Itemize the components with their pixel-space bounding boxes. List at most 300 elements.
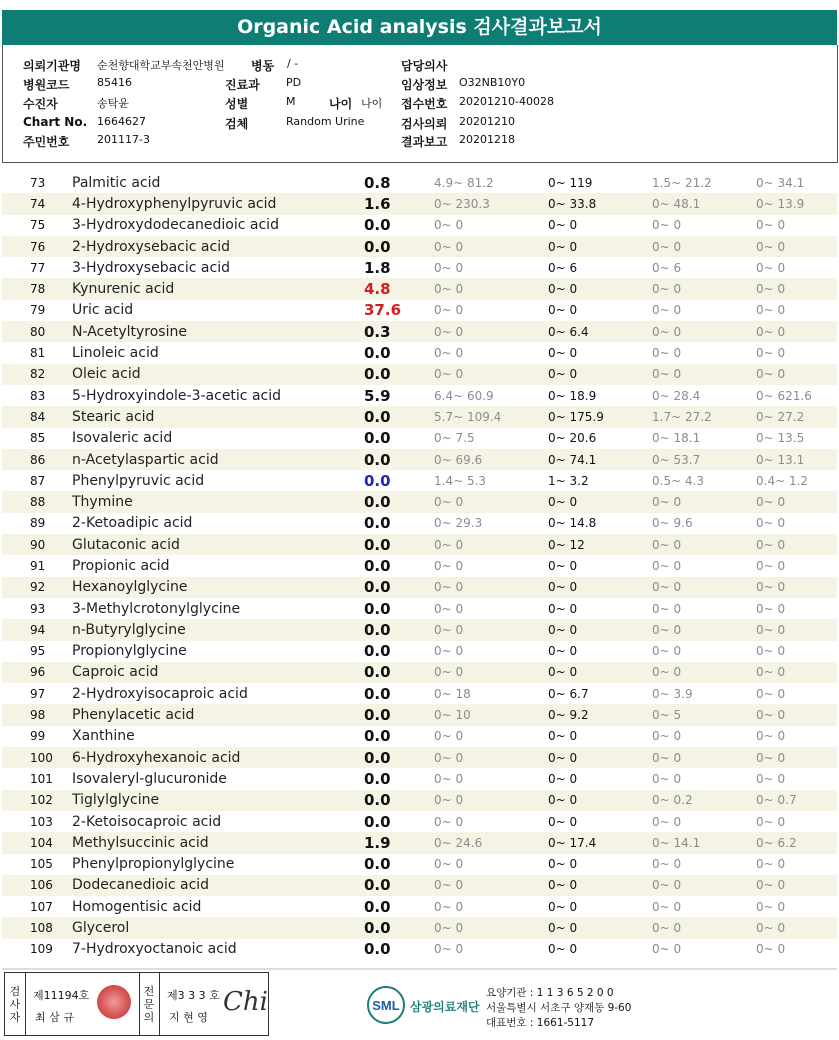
ref-range-3: 0~ 48.1 <box>652 193 756 214</box>
row-number: 108 <box>2 917 58 938</box>
analyte-name: Glycerol <box>58 917 358 938</box>
care-code: 요양기관 : 1 1 3 6 5 2 0 0 <box>486 987 614 999</box>
ref-range-1: 0~ 0 <box>434 601 464 616</box>
patient-header <box>2 45 838 163</box>
result-value: 0.0 <box>364 727 391 746</box>
resident-no-value: 201117-3 <box>97 133 150 146</box>
ref-range-2: 0~ 119 <box>548 175 593 190</box>
ref-range-2: 0~ 6.4 <box>548 321 652 342</box>
table-row <box>2 747 837 768</box>
row-number: 88 <box>2 491 58 512</box>
table-row <box>2 811 837 832</box>
ref-range-2: 0~ 6.7 <box>548 686 589 701</box>
ref-range-2: 0~ 0 <box>548 303 578 318</box>
analyte-name: 4-Hydroxyphenylpyruvic acid <box>58 193 358 214</box>
result-value: 0.3 <box>358 321 434 342</box>
row-number: 83 <box>30 388 46 403</box>
table-row <box>2 257 837 278</box>
row-number: 75 <box>30 218 46 233</box>
table-row <box>2 683 837 704</box>
result-value: 1.8 <box>364 258 391 277</box>
clinical-info-value: O32NB10Y0 <box>459 76 526 89</box>
ref-range-4: 0~ 0 <box>756 644 786 659</box>
ref-range-1: 0~ 7.5 <box>434 431 475 446</box>
analyte-name: Propionic acid <box>72 557 170 574</box>
result-value: 5.9 <box>364 386 391 405</box>
ref-range-4: 0~ 0 <box>756 875 837 896</box>
table-row <box>2 364 837 385</box>
analyte-name: n-Acetylaspartic acid <box>58 449 358 470</box>
ref-range-3: 0~ 0 <box>652 346 682 361</box>
analyte-name: n-Butyrylglycine <box>58 619 358 640</box>
age-value: 나이 <box>361 97 383 110</box>
table-row <box>2 321 837 342</box>
ref-range-1: 0~ 0 <box>434 558 464 573</box>
footer-divider <box>2 968 837 970</box>
table-row <box>2 790 837 811</box>
chart-no-label: Chart No. <box>23 115 88 129</box>
ref-range-1: 0~ 0 <box>434 364 548 385</box>
tester-name: 최 삼 규 <box>35 1011 74 1024</box>
result-value: 0.0 <box>358 704 434 725</box>
row-number: 92 <box>2 577 58 598</box>
row-number: 96 <box>2 662 58 683</box>
row-number: 100 <box>2 747 58 768</box>
ref-range-3: 0~ 0 <box>652 303 682 318</box>
ref-range-3: 0~ 0 <box>652 942 682 957</box>
ref-range-3: 0~ 0 <box>652 321 756 342</box>
resident-no-label: 주민번호 <box>23 135 70 149</box>
ref-range-3: 0~ 0 <box>652 747 756 768</box>
ref-range-1: 0~ 0 <box>434 577 548 598</box>
ref-range-4: 0~ 0 <box>756 218 786 233</box>
report-date-value: 20201218 <box>459 133 515 146</box>
analyte-name: Uric acid <box>72 302 134 319</box>
ref-range-1: 4.9~ 81.2 <box>434 175 494 190</box>
ref-range-4: 0~ 0 <box>756 516 786 531</box>
ref-range-4: 0~ 0 <box>756 814 786 829</box>
analyte-name: 2-Hydroxysebacic acid <box>58 236 358 257</box>
table-row <box>2 470 837 491</box>
row-number: 91 <box>30 558 46 573</box>
result-value: 0.0 <box>364 471 391 490</box>
ref-range-3: 0~ 0 <box>652 875 756 896</box>
result-value: 0.0 <box>358 577 434 598</box>
ref-range-2: 0~ 17.4 <box>548 832 652 853</box>
ward-label: 병동 <box>251 59 275 73</box>
table-row <box>2 342 837 363</box>
ref-range-4: 0~ 0 <box>756 704 837 725</box>
table-row <box>2 598 837 619</box>
table-row <box>2 555 837 576</box>
ward-value: / - <box>287 57 299 70</box>
clinical-info-label: 임상정보 <box>401 78 448 92</box>
row-number: 107 <box>30 899 53 914</box>
analyte-name: 2-Ketoadipic acid <box>72 515 193 532</box>
table-row <box>2 896 837 917</box>
analyte-name: 2-Hydroxyisocaproic acid <box>72 685 248 702</box>
ref-range-4: 0~ 0 <box>756 260 786 275</box>
ref-range-1: 0~ 0 <box>434 218 464 233</box>
ref-range-4: 0~ 13.9 <box>756 193 837 214</box>
analyte-name: Phenylpyruvic acid <box>72 472 205 489</box>
row-number: 79 <box>30 303 46 318</box>
row-number: 106 <box>2 875 58 896</box>
ref-range-4: 0~ 0 <box>756 577 837 598</box>
request-date-value: 20201210 <box>459 115 515 128</box>
recipient-label: 수진자 <box>23 97 58 111</box>
analyte-name: Isovaleryl-glucuronide <box>72 770 227 787</box>
ref-range-1: 0~ 0 <box>434 644 464 659</box>
analyte-name: Xanthine <box>72 728 135 745</box>
row-number: 99 <box>30 729 46 744</box>
ref-range-3: 0~ 0 <box>652 236 756 257</box>
ref-range-1: 0~ 10 <box>434 704 548 725</box>
ref-range-3: 0~ 0 <box>652 534 756 555</box>
analyte-name: 6-Hydroxyhexanoic acid <box>58 747 358 768</box>
ref-range-2: 0~ 0 <box>548 729 578 744</box>
table-row <box>2 726 837 747</box>
ref-range-4: 0~ 0 <box>756 491 837 512</box>
ref-range-3: 0~ 28.4 <box>652 388 701 403</box>
analyte-name: Tiglylglycine <box>58 790 358 811</box>
ref-range-1: 0~ 0 <box>434 236 548 257</box>
analyte-name: 3-Hydroxysebacic acid <box>72 259 230 276</box>
specialist-name: 지 현 영 <box>169 1011 208 1024</box>
ref-range-2: 0~ 0 <box>548 601 578 616</box>
row-number: 103 <box>30 814 53 829</box>
ref-range-4: 0~ 27.2 <box>756 406 837 427</box>
ref-range-2: 0~ 0 <box>548 218 578 233</box>
result-value: 0.0 <box>358 917 434 938</box>
ref-range-3: 0~ 0 <box>652 899 682 914</box>
ref-range-1: 0~ 0 <box>434 747 548 768</box>
request-date-label: 검사의뢰 <box>401 117 448 131</box>
ref-range-1: 0~ 0 <box>434 321 548 342</box>
table-row <box>2 236 837 257</box>
ref-range-4: 0~ 0 <box>756 303 786 318</box>
result-value: 0.0 <box>364 216 391 235</box>
ref-range-3: 0~ 0 <box>652 917 756 938</box>
ref-range-2: 0~ 175.9 <box>548 406 652 427</box>
table-row <box>2 641 837 662</box>
ref-range-1: 0~ 0 <box>434 814 464 829</box>
row-number: 90 <box>2 534 58 555</box>
row-number: 81 <box>30 346 46 361</box>
row-number: 98 <box>2 704 58 725</box>
header-divider <box>2 162 837 163</box>
signature: Chi <box>223 987 268 1017</box>
row-number: 84 <box>2 406 58 427</box>
ref-range-4: 0~ 0 <box>756 729 786 744</box>
ref-range-2: 0~ 0 <box>548 771 578 786</box>
result-value: 0.0 <box>358 491 434 512</box>
signature-box <box>4 972 269 1036</box>
ref-range-4: 0~ 0 <box>756 686 786 701</box>
ref-range-3: 0~ 0 <box>652 619 756 640</box>
analyte-name: Methylsuccinic acid <box>58 832 358 853</box>
row-number: 102 <box>2 790 58 811</box>
results-table <box>2 172 837 960</box>
result-value: 1.9 <box>358 832 434 853</box>
ref-range-2: 0~ 0 <box>548 278 652 299</box>
org-name: 삼광의료재단 <box>410 1000 480 1014</box>
result-value: 0.0 <box>358 449 434 470</box>
analyte-name: Kynurenic acid <box>58 278 358 299</box>
ref-range-1: 0~ 24.6 <box>434 832 548 853</box>
analyte-name: Propionylglycine <box>72 643 187 660</box>
ref-range-3: 0~ 3.9 <box>652 686 693 701</box>
ref-range-2: 0~ 74.1 <box>548 449 652 470</box>
ref-range-3: 0~ 0 <box>652 814 682 829</box>
ref-range-2: 0~ 0 <box>548 364 652 385</box>
ref-range-2: 0~ 14.8 <box>548 516 597 531</box>
analyte-name: 5-Hydroxyindole-3-acetic acid <box>72 387 282 404</box>
ref-range-2: 0~ 18.9 <box>548 388 597 403</box>
ref-range-3: 0~ 0 <box>652 771 682 786</box>
ref-range-3: 0~ 0 <box>652 857 682 872</box>
ref-range-3: 0~ 0 <box>652 577 756 598</box>
table-row <box>2 939 837 960</box>
ref-range-1: 1.4~ 5.3 <box>434 473 487 488</box>
ref-range-4: 0~ 13.5 <box>756 431 805 446</box>
ref-range-1: 0~ 0 <box>434 875 548 896</box>
row-number: 105 <box>30 857 53 872</box>
analyte-name: Oleic acid <box>58 364 358 385</box>
table-row <box>2 875 837 896</box>
analyte-name: 7-Hydroxyoctanoic acid <box>72 941 237 958</box>
ref-range-3: 0~ 0 <box>652 662 756 683</box>
ref-range-2: 0~ 0 <box>548 491 652 512</box>
ref-range-3: 0~ 0 <box>652 644 682 659</box>
institution-value: 순천향대학교부속천안병원 <box>97 59 225 72</box>
result-value: 0.0 <box>358 619 434 640</box>
ref-range-3: 0~ 14.1 <box>652 832 756 853</box>
ref-range-4: 0~ 0 <box>756 601 786 616</box>
ref-range-1: 0~ 0 <box>434 662 548 683</box>
ref-range-2: 0~ 0 <box>548 558 578 573</box>
table-row <box>2 491 837 512</box>
row-number: 94 <box>2 619 58 640</box>
ref-range-3: 0~ 9.6 <box>652 516 693 531</box>
department-value: PD <box>286 76 302 89</box>
analyte-name: 3-Hydroxydodecanedioic acid <box>72 217 279 234</box>
ref-range-4: 0~ 0 <box>756 236 837 257</box>
ref-range-2: 0~ 0 <box>548 942 578 957</box>
row-number: 86 <box>2 449 58 470</box>
result-value: 0.0 <box>364 897 391 916</box>
table-row <box>2 832 837 853</box>
institution-label: 의뢰기관명 <box>23 59 81 73</box>
ref-range-3: 1.5~ 21.2 <box>652 175 712 190</box>
ref-range-3: 0~ 0 <box>652 558 682 573</box>
table-row <box>2 278 837 299</box>
ref-range-4: 0~ 0 <box>756 771 786 786</box>
row-number: 82 <box>2 364 58 385</box>
ref-range-3: 0~ 0 <box>652 278 756 299</box>
tester-label: 검 사 자 <box>9 984 21 1024</box>
ref-range-1: 0~ 0 <box>434 260 464 275</box>
ref-range-3: 0~ 0 <box>652 364 756 385</box>
analyte-name: Glutaconic acid <box>58 534 358 555</box>
ref-range-2: 0~ 0 <box>548 814 578 829</box>
ref-range-4: 0~ 0 <box>756 534 837 555</box>
analyte-name: 2-Ketoisocaproic acid <box>72 813 222 830</box>
ref-range-3: 0~ 6 <box>652 260 682 275</box>
ref-range-1: 0~ 0 <box>434 899 464 914</box>
analyte-name: 3-Methylcrotonylglycine <box>72 600 241 617</box>
age-label: 나이 <box>329 97 353 111</box>
ref-range-3: 0.5~ 4.3 <box>652 473 705 488</box>
table-row <box>2 768 837 789</box>
ref-range-2: 0~ 0 <box>548 346 578 361</box>
table-row <box>2 577 837 598</box>
table-row <box>2 406 837 427</box>
specialist-label: 전 문 의 <box>143 984 155 1024</box>
ref-range-1: 0~ 0 <box>434 917 548 938</box>
ref-range-2: 0~ 20.6 <box>548 431 597 446</box>
row-number: 93 <box>30 601 46 616</box>
ref-range-4: 0.4~ 1.2 <box>756 473 809 488</box>
ref-range-4: 0~ 0 <box>756 346 786 361</box>
ref-range-4: 0~ 0 <box>756 321 837 342</box>
ref-range-1: 0~ 18 <box>434 686 471 701</box>
result-value: 0.0 <box>364 812 391 831</box>
specimen-label: 검체 <box>225 117 249 131</box>
chart-no-value: 1664627 <box>97 115 146 128</box>
row-number: 76 <box>2 236 58 257</box>
ref-range-4: 0~ 0 <box>756 558 786 573</box>
ref-range-3: 0~ 5 <box>652 704 756 725</box>
result-value: 0.0 <box>358 364 434 385</box>
org-address-block <box>486 986 631 1031</box>
ref-range-4: 0~ 13.1 <box>756 449 837 470</box>
ref-range-1: 0~ 0 <box>434 278 548 299</box>
sex-value: M <box>286 95 296 108</box>
result-value: 0.0 <box>358 534 434 555</box>
report-title: Organic Acid analysis 검사결과보고서 <box>2 10 837 45</box>
ref-range-2: 0~ 0 <box>548 619 652 640</box>
ref-range-2: 0~ 0 <box>548 917 652 938</box>
receipt-no-label: 접수번호 <box>401 97 448 111</box>
ref-range-2: 0~ 0 <box>548 790 652 811</box>
ref-range-2: 0~ 0 <box>548 644 578 659</box>
result-value: 0.0 <box>364 599 391 618</box>
table-row <box>2 513 837 534</box>
analyte-name: Thymine <box>58 491 358 512</box>
row-number: 87 <box>30 473 46 488</box>
ref-range-1: 0~ 69.6 <box>434 449 548 470</box>
ref-range-1: 0~ 0 <box>434 303 464 318</box>
analyte-name: Stearic acid <box>58 406 358 427</box>
ref-range-4: 0~ 0 <box>756 899 786 914</box>
row-number: 78 <box>2 278 58 299</box>
row-number: 95 <box>30 644 46 659</box>
sml-logo-icon <box>366 985 406 1025</box>
result-value: 0.0 <box>364 684 391 703</box>
ref-range-2: 1~ 3.2 <box>548 473 589 488</box>
ref-range-3: 0~ 18.1 <box>652 431 701 446</box>
ref-range-1: 0~ 230.3 <box>434 193 548 214</box>
ref-range-2: 0~ 6 <box>548 260 578 275</box>
ref-range-2: 0~ 33.8 <box>548 193 652 214</box>
ref-range-3: 0~ 0.2 <box>652 790 756 811</box>
table-row <box>2 428 837 449</box>
hospital-code-value: 85416 <box>97 76 132 89</box>
logo-text: SML <box>372 998 400 1013</box>
doctor-label: 담당의사 <box>401 59 448 73</box>
ref-range-4: 0~ 6.2 <box>756 832 837 853</box>
result-value: 0.0 <box>364 514 391 533</box>
ref-range-1: 0~ 0 <box>434 790 548 811</box>
result-value: 0.0 <box>364 556 391 575</box>
analyte-name: Phenylpropionylglycine <box>72 856 235 873</box>
ref-range-1: 0~ 0 <box>434 942 464 957</box>
table-row <box>2 662 837 683</box>
analyte-name: Caproic acid <box>58 662 358 683</box>
row-number: 74 <box>2 193 58 214</box>
ref-range-4: 0~ 621.6 <box>756 388 812 403</box>
row-number: 104 <box>2 832 58 853</box>
result-value: 0.0 <box>364 429 391 448</box>
result-value: 0.0 <box>364 769 391 788</box>
receipt-no-value: 20201210-40028 <box>459 95 554 108</box>
ref-range-4: 0~ 0 <box>756 662 837 683</box>
table-row <box>2 300 837 321</box>
ref-range-4: 0~ 34.1 <box>756 175 805 190</box>
seal-stamp <box>97 985 131 1019</box>
ref-range-3: 0~ 0 <box>652 491 756 512</box>
ref-range-4: 0~ 0 <box>756 278 837 299</box>
result-value: 0.0 <box>358 747 434 768</box>
result-value: 0.8 <box>364 173 391 192</box>
ref-range-1: 6.4~ 60.9 <box>434 388 494 403</box>
ref-range-1: 0~ 0 <box>434 491 548 512</box>
ref-range-1: 0~ 0 <box>434 346 464 361</box>
row-number: 101 <box>30 771 53 786</box>
ref-range-3: 0~ 0 <box>652 601 682 616</box>
recipient-value: 송탁윤 <box>97 97 129 110</box>
ref-range-4: 0~ 0 <box>756 747 837 768</box>
table-row <box>2 619 837 640</box>
result-value: 0.0 <box>364 940 391 959</box>
analyte-name: N-Acetyltyrosine <box>58 321 358 342</box>
row-number: 109 <box>30 942 53 957</box>
analyte-name: Phenylacetic acid <box>58 704 358 725</box>
ref-range-1: 0~ 0 <box>434 771 464 786</box>
ref-range-4: 0~ 0 <box>756 917 837 938</box>
ref-range-3: 0~ 0 <box>652 729 682 744</box>
specialist-license: 제3 3 3 호 <box>167 989 220 1002</box>
analyte-name: Homogentisic acid <box>72 898 202 915</box>
result-value: 4.8 <box>358 278 434 299</box>
sex-label: 성별 <box>225 97 249 111</box>
ref-range-1: 0~ 0 <box>434 619 548 640</box>
tester-license: 제11194호 <box>33 989 90 1002</box>
table-row <box>2 449 837 470</box>
ref-range-2: 0~ 0 <box>548 899 578 914</box>
result-value: 0.0 <box>358 875 434 896</box>
ref-range-3: 0~ 53.7 <box>652 449 756 470</box>
result-value: 0.0 <box>358 406 434 427</box>
phone: 대표번호 : 1661-5117 <box>486 1017 595 1029</box>
result-value: 37.6 <box>364 301 402 320</box>
ref-range-2: 0~ 0 <box>548 577 652 598</box>
table-row <box>2 193 837 214</box>
ref-range-4: 0~ 0.7 <box>756 790 837 811</box>
table-row <box>2 704 837 725</box>
analyte-name: Dodecanedioic acid <box>58 875 358 896</box>
